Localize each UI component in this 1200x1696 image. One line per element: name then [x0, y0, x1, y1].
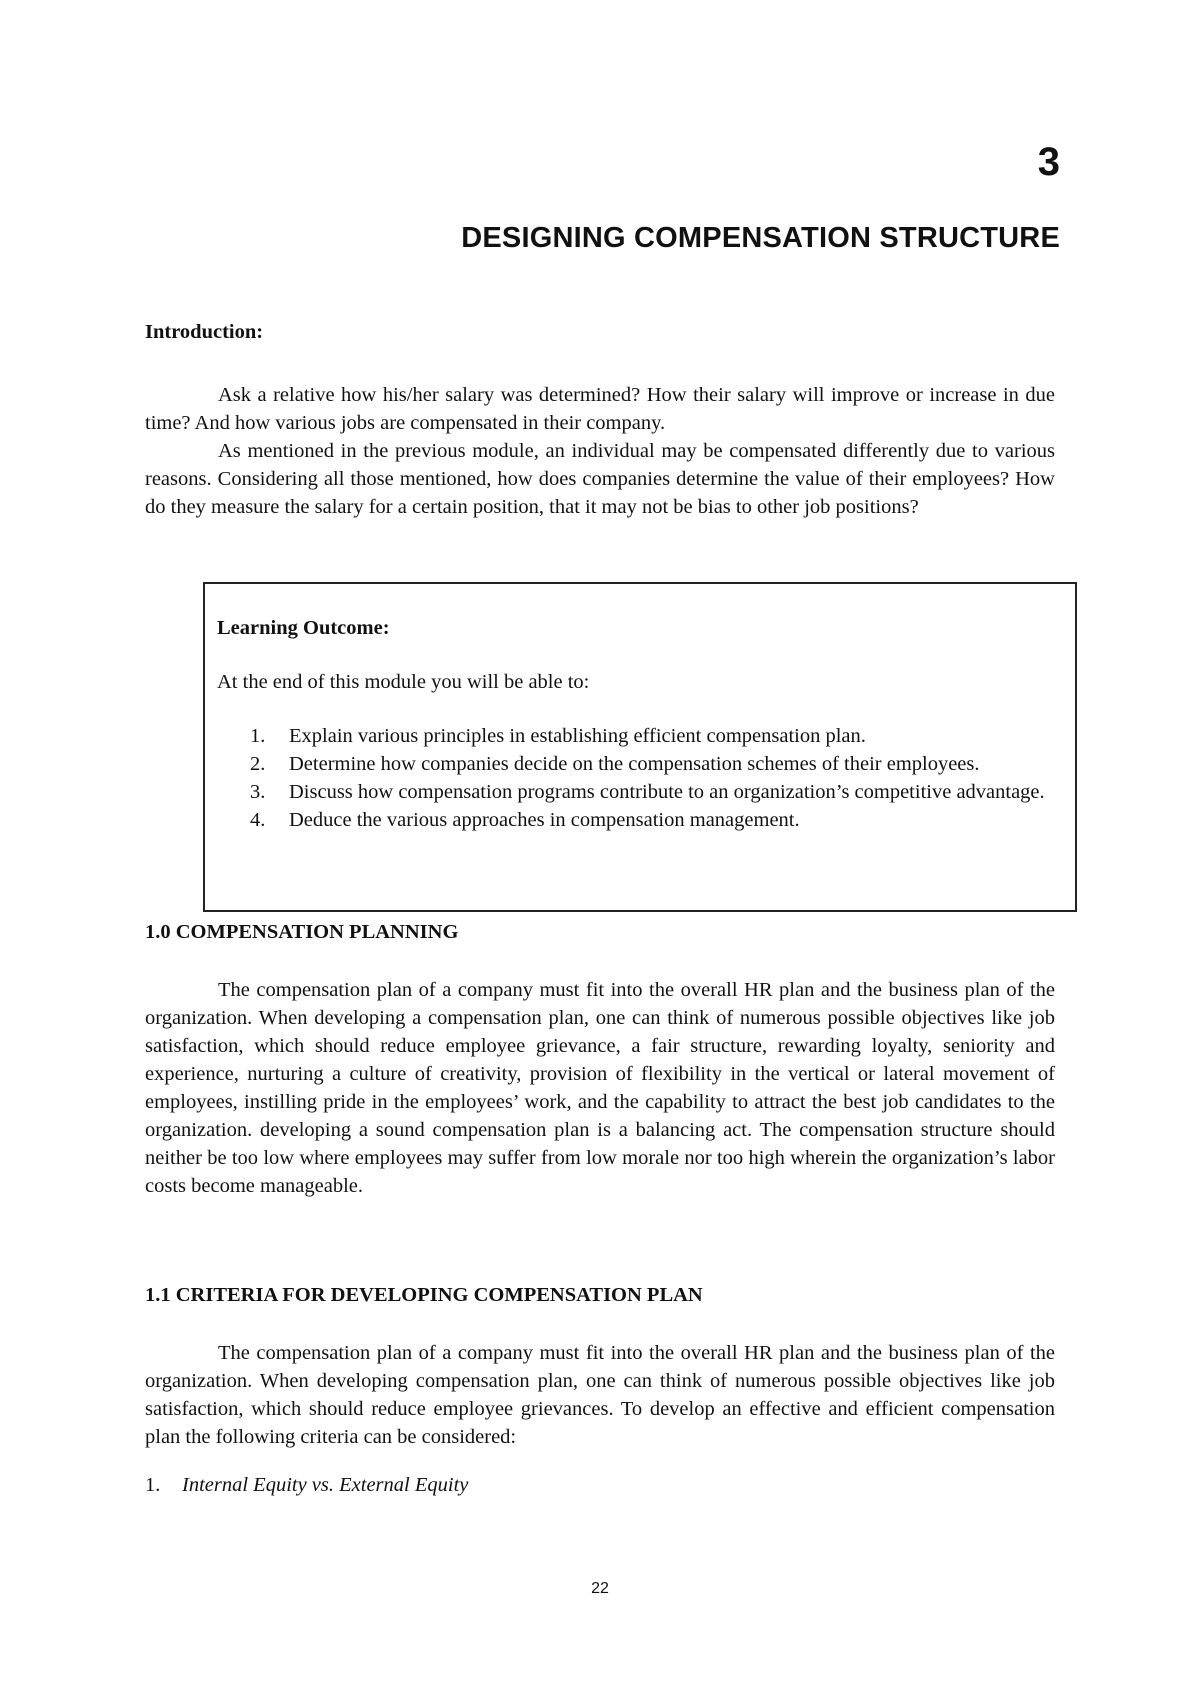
list-item-number: 4. [250, 809, 266, 831]
chapter-number: 3 [1037, 140, 1060, 184]
section-heading: 1.0 COMPENSATION PLANNING [145, 921, 459, 943]
learning-outcome-lead: At the end of this module you will be able to: [217, 671, 590, 693]
list-item-text: Internal Equity vs. External Equity [182, 1474, 469, 1496]
learning-outcome-item [217, 806, 1063, 834]
list-item-text: Determine how companies decide on the compensation schemes of their employees. [289, 753, 980, 775]
introduction-paragraph-1: Ask a relative how his/her salary was determined? How their salary will improve or increase in due time? And how various jobs are compensated in their company. [145, 384, 1055, 434]
list-item-number: 3. [250, 781, 266, 803]
chapter-title: DESIGNING COMPENSATION STRUCTURE [461, 222, 1060, 254]
section-paragraph: The compensation plan of a company must fit into the overall HR plan and the business plan of the organization. When developing compensation plan, one can think of numerous possible objectives like job satisfaction, which should reduce employee grievances. To develop an effective and efficient compensation plan the following criteria can be considered: [145, 1342, 1055, 1448]
learning-outcome-list [217, 722, 1063, 834]
introduction-heading: Introduction: [145, 321, 264, 343]
list-item-number: 1. [145, 1474, 161, 1496]
criteria-section [145, 1281, 1055, 1499]
learning-outcome-heading: Learning Outcome: [217, 617, 390, 639]
list-item-number: 1. [250, 725, 266, 747]
learning-outcome-box [203, 582, 1077, 912]
introduction-paragraph-2: As mentioned in the previous module, an individual may be compensated differently due to various reasons. Considering all those mentioned, how does companies determine the value of their employees? How do they measure the salary for a certain position, that it may not be bias to other job positions? [145, 440, 1055, 518]
learning-outcome-item [217, 722, 1063, 750]
section-paragraph: The compensation plan of a company must fit into the overall HR plan and the business plan of the organization. When developing a compensation plan, one can think of numerous possible objectives like job satisfaction, which should reduce employee grievance, a fair structure, rewarding loyalty, seniority and experience, nurturing a culture of creativity, provision of flexibility in the vertical or lateral movement of employees, instilling pride in the employees’ work, and the capability to attract the best job candidates to the organization. developing a sound compensation plan is a balancing act. The compensation structure should neither be too low where employees may suffer from low morale nor too high wherein the organization’s labor costs become manageable. [145, 979, 1055, 1197]
compensation-planning-section [145, 918, 1055, 1200]
learning-outcome-item [217, 750, 1063, 778]
learning-outcome-item [217, 778, 1063, 806]
list-item-text: Explain various principles in establishing efficient compensation plan. [289, 725, 866, 747]
introduction-section [145, 318, 1055, 521]
list-item-text: Deduce the various approaches in compensation management. [289, 809, 800, 831]
list-item-text: Discuss how compensation programs contribute to an organization’s competitive advantage. [289, 781, 1045, 803]
page-number: 22 [591, 1580, 609, 1597]
list-item-number: 2. [250, 753, 266, 775]
section-heading: 1.1 CRITERIA FOR DEVELOPING COMPENSATION PLAN [145, 1284, 703, 1306]
criteria-list-item [145, 1471, 1055, 1499]
